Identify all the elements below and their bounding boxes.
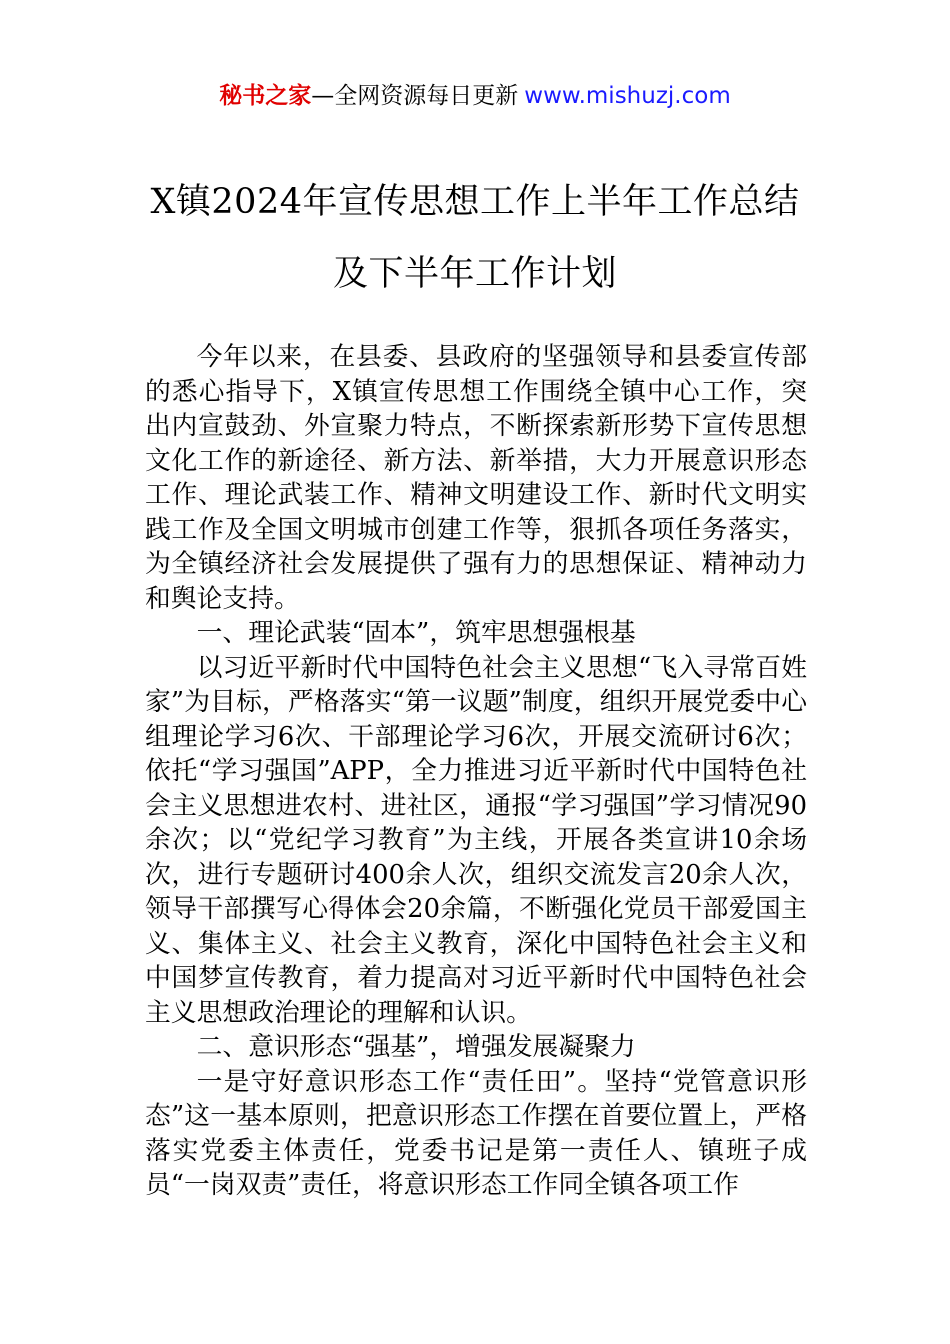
document-title-line-2: 及下半年工作计划 bbox=[332, 254, 617, 294]
header-dash: — bbox=[311, 83, 335, 109]
document-title-line-1: X镇2024年宣传思想工作上半年工作总结 bbox=[150, 182, 800, 222]
document-body bbox=[145, 340, 807, 1203]
site-brand: 秘书之家 bbox=[219, 83, 312, 109]
section-1-paragraph: 以习近平新时代中国特色社会主义思想“飞入寻常百姓家”为目标，严格落实“第一议题”制度，组织开展党委中心组理论学习6次、干部理论学习6次，开展交流研讨6次；依托“学习强国”APP，全力推进习近平新时代中国特色社会主义思想进农村、进社区，通报“学习强国”学习情况90余次；以“党纪学习教育”为主线，开展各类宣讲10余场次，进行专题研讨400余人次，组织交流发言20余人次，领导干部撰写心得体会20余篇，不断强化党员干部爱国主义、集体主义、社会主义教育，深化中国特色社会主义和中国梦宣传教育，着力提高对习近平新时代中国特色社会主义思想政治理论的理解和认识。 bbox=[145, 652, 807, 1028]
site-url-link[interactable]: www.mishuzj.com bbox=[524, 83, 731, 109]
site-slogan: 全网资源每日更新 bbox=[334, 83, 519, 109]
intro-paragraph: 今年以来，在县委、县政府的坚强领导和县委宣传部的悉心指导下，X镇宣传思想工作围绕全镇中心工作，突出内宣鼓劲、外宣聚力特点，不断探索新形势下宣传思想文化工作的新途径、新方法、新举措，大力开展意识形态工作、理论武装工作、精神文明建设工作、新时代文明实践工作及全国文明城市创建工作等，狠抓各项任务落实，为全镇经济社会发展提供了强有力的思想保证、精神动力和舆论支持。 bbox=[145, 342, 807, 614]
site-header bbox=[0, 80, 950, 112]
section-heading-2: 二、意识形态“强基”，增强发展凝聚力 bbox=[196, 1032, 636, 1062]
section-heading-1: 一、理论武装“固本”，筑牢思想强根基 bbox=[196, 618, 636, 648]
section-2-paragraph: 一是守好意识形态工作“责任田”。坚持“党管意识形态”这一基本原则，把意识形态工作摆在首要位置上，严格落实党委主体责任，党委书记是第一责任人、镇班子成员“一岗双责”责任，将意识形态工作同全镇各项工作 bbox=[145, 1066, 807, 1200]
